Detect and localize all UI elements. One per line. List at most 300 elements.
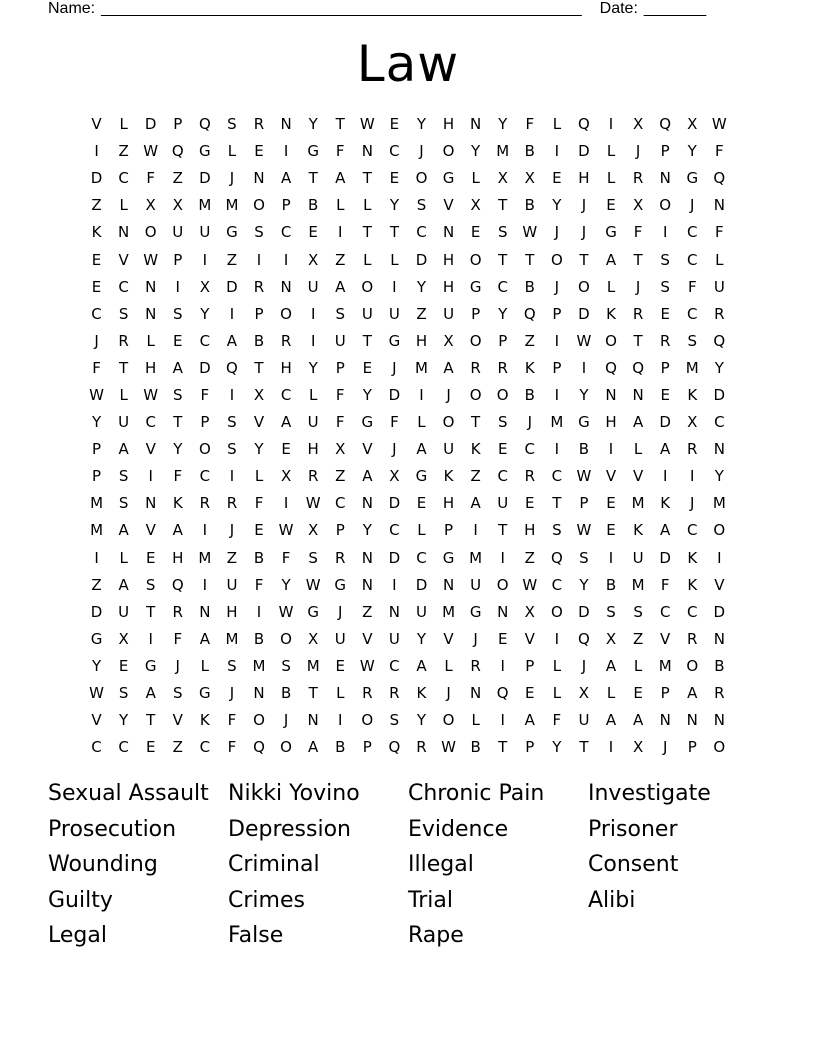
grid-letter[interactable]: H (145, 358, 157, 377)
grid-letter[interactable]: U (172, 223, 184, 242)
grid-letter[interactable]: C (687, 602, 698, 621)
grid-letter[interactable]: L (308, 385, 318, 404)
grid-letter[interactable]: Z (335, 250, 346, 269)
grid-letter[interactable]: A (280, 413, 292, 432)
grid-letter[interactable]: Q (713, 169, 726, 188)
grid-letter[interactable]: S (145, 575, 156, 594)
grid-letter[interactable]: V (118, 250, 129, 269)
grid-letter[interactable]: R (253, 115, 265, 134)
grid-letter[interactable]: Y (416, 277, 427, 296)
grid-letter[interactable]: L (552, 684, 562, 703)
grid-letter[interactable]: I (662, 223, 668, 242)
grid-letter[interactable]: C (118, 277, 129, 296)
grid-letter[interactable]: C (687, 304, 698, 323)
grid-letter[interactable]: X (308, 629, 319, 648)
grid-letter[interactable]: C (118, 738, 129, 757)
grid-letter[interactable]: K (633, 521, 644, 540)
grid-letter[interactable]: V (145, 521, 156, 540)
grid-letter[interactable]: I (608, 440, 614, 459)
grid-letter[interactable]: M (712, 494, 726, 513)
grid-letter[interactable]: T (579, 738, 589, 757)
grid-letter[interactable]: N (713, 629, 725, 648)
grid-letter[interactable]: N (713, 440, 725, 459)
grid-letter[interactable]: I (581, 358, 587, 377)
grid-letter[interactable]: F (715, 142, 724, 161)
grid-letter[interactable]: Q (171, 142, 184, 161)
grid-letter[interactable]: D (90, 602, 103, 621)
grid-letter[interactable]: F (525, 115, 535, 134)
grid-letter[interactable]: N (497, 602, 509, 621)
grid-letter[interactable]: H (442, 494, 455, 513)
grid-letter[interactable]: B (524, 385, 535, 404)
grid-letter[interactable]: A (632, 711, 644, 730)
grid-letter[interactable]: L (606, 142, 616, 161)
grid-letter[interactable]: S (227, 656, 237, 675)
grid-letter[interactable]: G (226, 223, 238, 242)
grid-letter[interactable]: A (118, 521, 129, 540)
grid-letter[interactable]: O (198, 440, 211, 459)
grid-letter[interactable]: L (336, 684, 345, 703)
grid-letter[interactable]: F (335, 142, 345, 161)
grid-letter[interactable]: N (713, 711, 725, 730)
grid-letter[interactable]: A (172, 521, 183, 540)
grid-letter[interactable]: C (118, 169, 129, 188)
grid-letter[interactable]: L (552, 656, 562, 675)
grid-letter[interactable]: D (415, 250, 428, 269)
grid-letter[interactable]: N (470, 115, 482, 134)
grid-letter[interactable]: W (143, 385, 159, 404)
grid-letter[interactable]: O (605, 331, 617, 350)
grid-letter[interactable]: W (278, 602, 294, 621)
grid-letter[interactable]: M (252, 656, 266, 675)
grid-letter[interactable]: X (632, 738, 644, 757)
grid-letter[interactable]: J (419, 142, 424, 161)
grid-letter[interactable]: I (554, 629, 560, 648)
grid-letter[interactable]: Y (389, 196, 399, 215)
grid-letter[interactable]: W (305, 494, 321, 513)
grid-letter[interactable]: Q (578, 629, 590, 648)
grid-letter[interactable]: P (92, 440, 102, 459)
grid-letter[interactable]: G (686, 169, 699, 188)
grid-letter[interactable]: L (552, 115, 562, 134)
grid-letter[interactable]: Q (198, 115, 211, 134)
grid-letter[interactable]: R (470, 656, 481, 675)
grid-letter[interactable]: Y (254, 440, 264, 459)
grid-letter[interactable]: M (90, 494, 104, 513)
grid-letter[interactable]: N (280, 115, 292, 134)
grid-letter[interactable]: T (389, 223, 399, 242)
grid-letter[interactable]: E (254, 142, 264, 161)
grid-letter[interactable]: G (388, 331, 401, 350)
grid-letter[interactable]: O (280, 738, 292, 757)
grid-letter[interactable]: R (362, 684, 373, 703)
grid-letter[interactable]: I (500, 548, 505, 567)
grid-letter[interactable]: T (146, 602, 156, 621)
grid-letter[interactable]: G (578, 413, 590, 432)
grid-letter[interactable]: U (470, 575, 482, 594)
grid-letter[interactable]: T (498, 250, 508, 269)
grid-letter[interactable]: Q (659, 115, 672, 134)
grid-letter[interactable]: E (118, 656, 129, 675)
name-field[interactable]: ______________________________________________________ (101, 0, 582, 17)
grid-letter[interactable]: N (145, 304, 157, 323)
grid-letter[interactable]: T (362, 223, 372, 242)
grid-letter[interactable]: T (471, 413, 481, 432)
grid-letter[interactable]: W (359, 656, 375, 675)
grid-letter[interactable]: Y (362, 521, 372, 540)
grid-letter[interactable]: U (334, 629, 346, 648)
grid-letter[interactable]: R (714, 304, 725, 323)
grid-letter[interactable]: E (91, 250, 102, 269)
grid-letter[interactable]: T (552, 494, 562, 513)
grid-letter[interactable]: I (202, 250, 208, 269)
grid-letter[interactable]: W (143, 250, 159, 269)
grid-letter[interactable]: O (713, 521, 726, 540)
grid-letter[interactable]: U (118, 602, 130, 621)
grid-letter[interactable]: R (118, 331, 129, 350)
grid-letter[interactable]: L (444, 656, 453, 675)
grid-letter[interactable]: L (606, 684, 616, 703)
grid-letter[interactable]: R (172, 602, 183, 621)
grid-letter[interactable]: I (554, 440, 560, 459)
grid-letter[interactable]: P (660, 684, 670, 703)
grid-letter[interactable]: B (524, 196, 535, 215)
grid-letter[interactable]: B (253, 629, 265, 648)
grid-letter[interactable]: F (660, 575, 670, 594)
grid-letter[interactable]: C (389, 521, 400, 540)
grid-letter[interactable]: O (469, 385, 482, 404)
grid-letter[interactable]: Y (308, 115, 318, 134)
grid-letter[interactable]: A (524, 711, 535, 730)
grid-letter[interactable]: Y (579, 385, 589, 404)
grid-letter[interactable]: X (605, 629, 617, 648)
grid-letter[interactable]: C (91, 304, 102, 323)
grid-letter[interactable]: N (605, 385, 617, 404)
grid-letter[interactable]: N (280, 277, 292, 296)
grid-letter[interactable]: E (173, 331, 183, 350)
grid-letter[interactable]: Y (579, 575, 589, 594)
grid-letter[interactable]: Y (308, 358, 318, 377)
grid-letter[interactable]: E (362, 358, 373, 377)
grid-letter[interactable]: Z (172, 169, 183, 188)
grid-letter[interactable]: E (389, 169, 400, 188)
grid-letter[interactable]: J (94, 331, 99, 350)
grid-letter[interactable]: G (605, 223, 617, 242)
grid-letter[interactable]: A (308, 738, 319, 757)
grid-letter[interactable]: Q (226, 358, 238, 377)
grid-letter[interactable]: D (388, 494, 401, 513)
grid-letter[interactable]: V (91, 115, 102, 134)
grid-letter[interactable]: J (662, 738, 668, 757)
grid-letter[interactable]: C (687, 250, 698, 269)
grid-letter[interactable]: A (660, 440, 671, 459)
grid-letter[interactable]: L (715, 250, 724, 269)
grid-letter[interactable]: Y (173, 440, 183, 459)
grid-letter[interactable]: K (172, 494, 183, 513)
grid-letter[interactable]: I (229, 304, 235, 323)
grid-letter[interactable]: F (715, 223, 724, 242)
grid-letter[interactable]: Y (281, 575, 291, 594)
grid-letter[interactable]: J (283, 711, 289, 730)
grid-letter[interactable]: F (390, 413, 399, 432)
grid-letter[interactable]: B (524, 142, 535, 161)
grid-letter[interactable]: A (605, 250, 617, 269)
grid-letter[interactable]: D (713, 602, 726, 621)
grid-letter[interactable]: R (659, 331, 671, 350)
grid-letter[interactable]: O (144, 223, 157, 242)
grid-letter[interactable]: R (687, 629, 698, 648)
grid-letter[interactable]: L (227, 142, 237, 161)
grid-letter[interactable]: K (524, 358, 535, 377)
grid-letter[interactable]: W (359, 115, 375, 134)
grid-letter[interactable]: I (283, 494, 289, 513)
grid-letter[interactable]: C (389, 656, 400, 675)
grid-letter[interactable]: I (473, 521, 478, 540)
grid-letter[interactable]: W (711, 115, 727, 134)
grid-letter[interactable]: G (307, 602, 319, 621)
grid-letter[interactable]: A (145, 684, 156, 703)
grid-letter[interactable]: R (470, 358, 481, 377)
grid-letter[interactable]: S (416, 196, 427, 215)
grid-letter[interactable]: A (605, 711, 617, 730)
grid-letter[interactable]: N (361, 494, 373, 513)
grid-letter[interactable]: Z (524, 331, 535, 350)
grid-letter[interactable]: I (175, 277, 180, 296)
grid-letter[interactable]: T (335, 115, 345, 134)
grid-letter[interactable]: E (254, 521, 264, 540)
grid-letter[interactable]: F (92, 358, 101, 377)
grid-letter[interactable]: S (254, 223, 264, 242)
grid-letter[interactable]: Z (226, 548, 238, 567)
grid-letter[interactable]: L (146, 331, 155, 350)
grid-letter[interactable]: J (581, 223, 587, 242)
grid-letter[interactable]: M (198, 196, 212, 215)
grid-letter[interactable]: K (443, 467, 454, 486)
grid-letter[interactable]: O (280, 304, 292, 323)
grid-letter[interactable]: L (471, 169, 480, 188)
grid-letter[interactable]: N (307, 711, 319, 730)
grid-letter[interactable]: A (199, 629, 210, 648)
grid-letter[interactable]: C (659, 602, 671, 621)
grid-letter[interactable]: T (498, 521, 508, 540)
grid-letter[interactable]: N (659, 711, 671, 730)
grid-letter[interactable]: L (417, 521, 426, 540)
grid-letter[interactable]: J (392, 440, 397, 459)
grid-letter[interactable]: J (554, 223, 560, 242)
grid-letter[interactable]: I (662, 467, 668, 486)
grid-letter[interactable]: C (416, 223, 427, 242)
grid-letter[interactable]: R (280, 331, 292, 350)
grid-letter[interactable]: V (362, 629, 373, 648)
grid-letter[interactable]: W (305, 575, 321, 594)
grid-letter[interactable]: J (175, 656, 180, 675)
grid-letter[interactable]: D (90, 169, 103, 188)
grid-letter[interactable]: E (416, 494, 427, 513)
grid-letter[interactable]: O (550, 250, 563, 269)
grid-letter[interactable]: C (199, 738, 211, 757)
grid-letter[interactable]: R (632, 169, 644, 188)
grid-letter[interactable]: Y (714, 358, 724, 377)
grid-letter[interactable]: M (225, 196, 239, 215)
grid-letter[interactable]: K (199, 711, 210, 730)
grid-letter[interactable]: L (390, 250, 399, 269)
grid-letter[interactable]: J (581, 196, 587, 215)
grid-letter[interactable]: N (659, 169, 671, 188)
grid-letter[interactable]: Y (714, 467, 724, 486)
grid-letter[interactable]: B (280, 684, 292, 703)
grid-letter[interactable]: N (388, 602, 401, 621)
grid-letter[interactable]: P (525, 738, 535, 757)
grid-letter[interactable]: F (281, 548, 291, 567)
grid-letter[interactable]: M (631, 494, 645, 513)
grid-letter[interactable]: T (308, 169, 318, 188)
grid-letter[interactable]: P (498, 331, 508, 350)
grid-letter[interactable]: E (525, 494, 535, 513)
grid-letter[interactable]: S (389, 711, 400, 730)
grid-letter[interactable]: X (687, 115, 698, 134)
grid-letter[interactable]: Q (523, 304, 536, 323)
grid-letter[interactable]: L (417, 413, 426, 432)
grid-letter[interactable]: C (199, 331, 211, 350)
grid-letter[interactable]: Y (687, 142, 697, 161)
grid-letter[interactable]: C (199, 467, 211, 486)
grid-letter[interactable]: U (415, 602, 427, 621)
grid-letter[interactable]: D (199, 169, 211, 188)
grid-letter[interactable]: D (144, 115, 157, 134)
grid-letter[interactable]: P (92, 467, 102, 486)
grid-letter[interactable]: L (119, 115, 128, 134)
grid-letter[interactable]: R (416, 738, 427, 757)
grid-letter[interactable]: S (227, 440, 237, 459)
grid-letter[interactable]: F (254, 494, 264, 513)
grid-letter[interactable]: S (660, 277, 670, 296)
grid-letter[interactable]: D (578, 304, 590, 323)
grid-letter[interactable]: L (633, 656, 643, 675)
grid-letter[interactable]: X (578, 684, 590, 703)
grid-letter[interactable]: N (361, 548, 373, 567)
grid-letter[interactable]: S (118, 494, 129, 513)
grid-letter[interactable]: I (608, 548, 614, 567)
grid-letter[interactable]: I (148, 467, 153, 486)
grid-letter[interactable]: D (578, 602, 590, 621)
grid-letter[interactable]: S (497, 223, 508, 242)
grid-letter[interactable]: U (226, 575, 238, 594)
grid-letter[interactable]: P (444, 521, 454, 540)
grid-letter[interactable]: B (605, 575, 617, 594)
grid-letter[interactable]: C (416, 548, 427, 567)
grid-letter[interactable]: J (446, 385, 451, 404)
grid-letter[interactable]: X (172, 196, 183, 215)
grid-letter[interactable]: T (498, 196, 508, 215)
grid-letter[interactable]: N (632, 385, 644, 404)
grid-letter[interactable]: J (635, 277, 641, 296)
grid-letter[interactable]: I (554, 385, 560, 404)
grid-letter[interactable]: N (118, 223, 130, 242)
grid-letter[interactable]: Q (632, 358, 644, 377)
grid-letter[interactable]: L (633, 440, 643, 459)
grid-letter[interactable]: G (442, 548, 455, 567)
grid-letter[interactable]: B (714, 656, 725, 675)
grid-letter[interactable]: B (470, 738, 481, 757)
grid-letter[interactable]: A (118, 575, 129, 594)
grid-letter[interactable]: U (307, 277, 319, 296)
grid-letter[interactable]: M (306, 656, 320, 675)
grid-letter[interactable]: X (443, 331, 454, 350)
grid-letter[interactable]: T (579, 250, 589, 269)
grid-letter[interactable]: J (690, 494, 695, 513)
grid-letter[interactable]: Z (91, 575, 102, 594)
grid-letter[interactable]: Q (578, 115, 590, 134)
grid-letter[interactable]: I (392, 575, 397, 594)
grid-letter[interactable]: F (227, 738, 237, 757)
grid-letter[interactable]: Q (605, 358, 617, 377)
grid-letter[interactable]: Y (416, 629, 427, 648)
grid-letter[interactable]: C (389, 142, 400, 161)
grid-letter[interactable]: O (469, 250, 482, 269)
grid-letter[interactable]: U (497, 494, 509, 513)
grid-letter[interactable]: M (469, 548, 483, 567)
grid-letter[interactable]: P (552, 304, 562, 323)
grid-letter[interactable]: A (443, 358, 454, 377)
grid-letter[interactable]: Q (496, 684, 509, 703)
grid-letter[interactable]: Q (253, 738, 265, 757)
grid-letter[interactable]: V (91, 711, 102, 730)
grid-letter[interactable]: I (94, 548, 99, 567)
grid-letter[interactable]: V (443, 196, 454, 215)
grid-letter[interactable]: N (470, 684, 482, 703)
grid-letter[interactable]: E (606, 494, 616, 513)
grid-letter[interactable]: Q (713, 331, 726, 350)
grid-letter[interactable]: J (446, 684, 451, 703)
grid-letter[interactable]: F (173, 467, 183, 486)
grid-letter[interactable]: M (415, 358, 428, 377)
grid-letter[interactable]: Y (552, 738, 562, 757)
grid-letter[interactable]: B (335, 738, 346, 757)
grid-letter[interactable]: W (576, 521, 592, 540)
grid-letter[interactable]: R (524, 467, 535, 486)
grid-letter[interactable]: H (524, 521, 536, 540)
grid-letter[interactable]: H (442, 115, 455, 134)
grid-letter[interactable]: J (229, 169, 235, 188)
grid-letter[interactable]: J (473, 629, 478, 648)
grid-letter[interactable]: A (416, 440, 427, 459)
grid-letter[interactable]: I (717, 548, 722, 567)
grid-letter[interactable]: Z (118, 142, 129, 161)
grid-letter[interactable]: R (226, 494, 238, 513)
grid-letter[interactable]: D (659, 548, 671, 567)
grid-letter[interactable]: N (442, 575, 455, 594)
grid-letter[interactable]: O (253, 711, 265, 730)
grid-letter[interactable]: S (173, 304, 183, 323)
grid-letter[interactable]: O (442, 711, 455, 730)
grid-letter[interactable]: H (442, 250, 455, 269)
grid-letter[interactable]: S (308, 548, 318, 567)
grid-letter[interactable]: L (119, 196, 128, 215)
grid-letter[interactable]: X (632, 196, 644, 215)
grid-letter[interactable]: S (579, 548, 589, 567)
grid-letter[interactable]: X (687, 413, 698, 432)
grid-letter[interactable]: D (659, 413, 671, 432)
grid-letter[interactable]: U (334, 331, 346, 350)
grid-letter[interactable]: K (606, 304, 616, 323)
grid-letter[interactable]: I (202, 575, 208, 594)
grid-letter[interactable]: T (498, 738, 508, 757)
grid-letter[interactable]: O (442, 413, 455, 432)
grid-letter[interactable]: T (633, 331, 643, 350)
grid-letter[interactable]: K (687, 575, 698, 594)
date-field[interactable]: _______ (643, 0, 707, 17)
grid-letter[interactable]: T (173, 413, 183, 432)
